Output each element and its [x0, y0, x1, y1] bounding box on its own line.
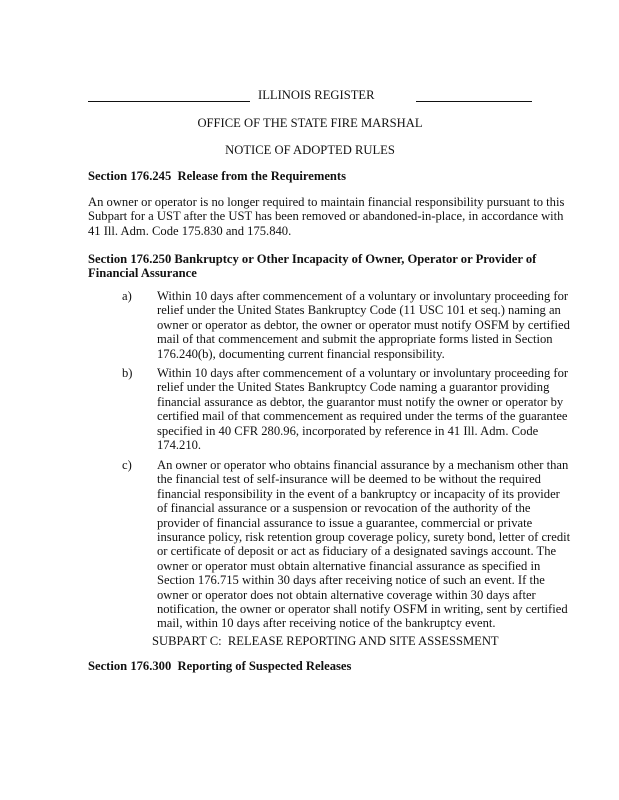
text-line: Section 176.715 within 30 days after receiving notice of such an event. If the — [157, 573, 545, 588]
text-line: owner or operator as debtor, the owner or operator must notify OSFM by certified — [157, 317, 570, 332]
item-c-label: c) — [122, 458, 132, 472]
text-line: of financial assurance or a suspension or revocation of the authority of the — [157, 501, 531, 516]
subpart-heading: SUBPART C: RELEASE REPORTING AND SITE ASSESSMENT — [152, 634, 499, 648]
section-245-heading: Section 176.245 Release from the Requirements — [88, 169, 347, 183]
section-300-heading: Section 176.300 Reporting of Suspected Releases — [88, 659, 352, 673]
text-line: Financial Assurance — [88, 266, 197, 281]
text-line: relief under the United States Bankruptcy Code (11 USC 101 et seq.) naming an — [157, 303, 561, 318]
text-line: owner or operator must obtain alternative financial assurance as specified in — [157, 558, 541, 573]
text-line: Within 10 days after commencement of a voluntary or involuntary proceeding for — [157, 289, 569, 303]
text-line: mail, within 10 days after receiving notice of the bankruptcy event. — [157, 616, 496, 631]
text-line: relief under the United States Bankruptcy Code naming a guarantor providing — [157, 380, 550, 395]
text-line: 176.240(b), documenting current financial responsibility. — [157, 346, 445, 361]
text-line: provider of financial assurance to issue a guarantee, commercial or private — [157, 515, 533, 530]
text-line: or certificate of deposit or act as fiduciary of a designated savings account. The — [157, 544, 557, 559]
header-rule-left — [88, 101, 250, 102]
text-line: specified in 40 CFR 280.96, incorporated by reference in 41 Ill. Adm. Code — [157, 423, 539, 438]
item-c-text — [157, 458, 570, 631]
text-line: Within 10 days after commencement of a voluntary or involuntary proceeding for — [157, 366, 569, 380]
text-line: notification, the owner or operator shall notify OSFM in writing, sent by certified — [157, 601, 568, 616]
text-line: financial responsibility in the event of a bankruptcy or incapacity of its provider — [157, 486, 560, 501]
text-line: Subpart for a UST after the UST has been removed or abandoned-in-place, in accordance with — [88, 209, 564, 224]
section-245-body — [88, 195, 564, 238]
text-line: financial assurance as debtor, the guarantor must notify the owner or operator by — [157, 394, 564, 409]
text-line: owner or operator does not obtain alternative coverage within 30 days after — [157, 587, 536, 602]
text-line: the financial test of self-insurance will be deemed to be without the required — [157, 472, 541, 487]
item-a-text — [157, 289, 570, 361]
text-line: An owner or operator is no longer required to maintain financial responsibility pursuant to this — [88, 195, 565, 209]
text-line: An owner or operator who obtains financial assurance by a mechanism other than — [157, 458, 569, 472]
item-b-text — [157, 366, 568, 452]
text-line: certified mail of that commencement as required under the terms of the guarantee — [157, 409, 568, 424]
section-250-heading — [88, 252, 536, 281]
text-line: mail of that commencement and submit the appropriate forms listed in Section — [157, 332, 553, 347]
agency-title: OFFICE OF THE STATE FIRE MARSHAL — [197, 116, 423, 130]
text-line: Section 176.250 Bankruptcy or Other Incapacity of Owner, Operator or Provider of — [88, 252, 537, 266]
text-line: insurance policy, risk retention group coverage policy, surety bond, letter of credit — [157, 529, 571, 544]
notice-title: NOTICE OF ADOPTED RULES — [225, 143, 395, 157]
item-a-label: a) — [122, 289, 132, 303]
register-title: ILLINOIS REGISTER — [258, 88, 375, 102]
item-b-label: b) — [122, 366, 133, 380]
text-line: 174.210. — [157, 437, 202, 452]
header-rule-right — [416, 101, 532, 102]
text-line: 41 Ill. Adm. Code 175.830 and 175.840. — [88, 223, 292, 238]
